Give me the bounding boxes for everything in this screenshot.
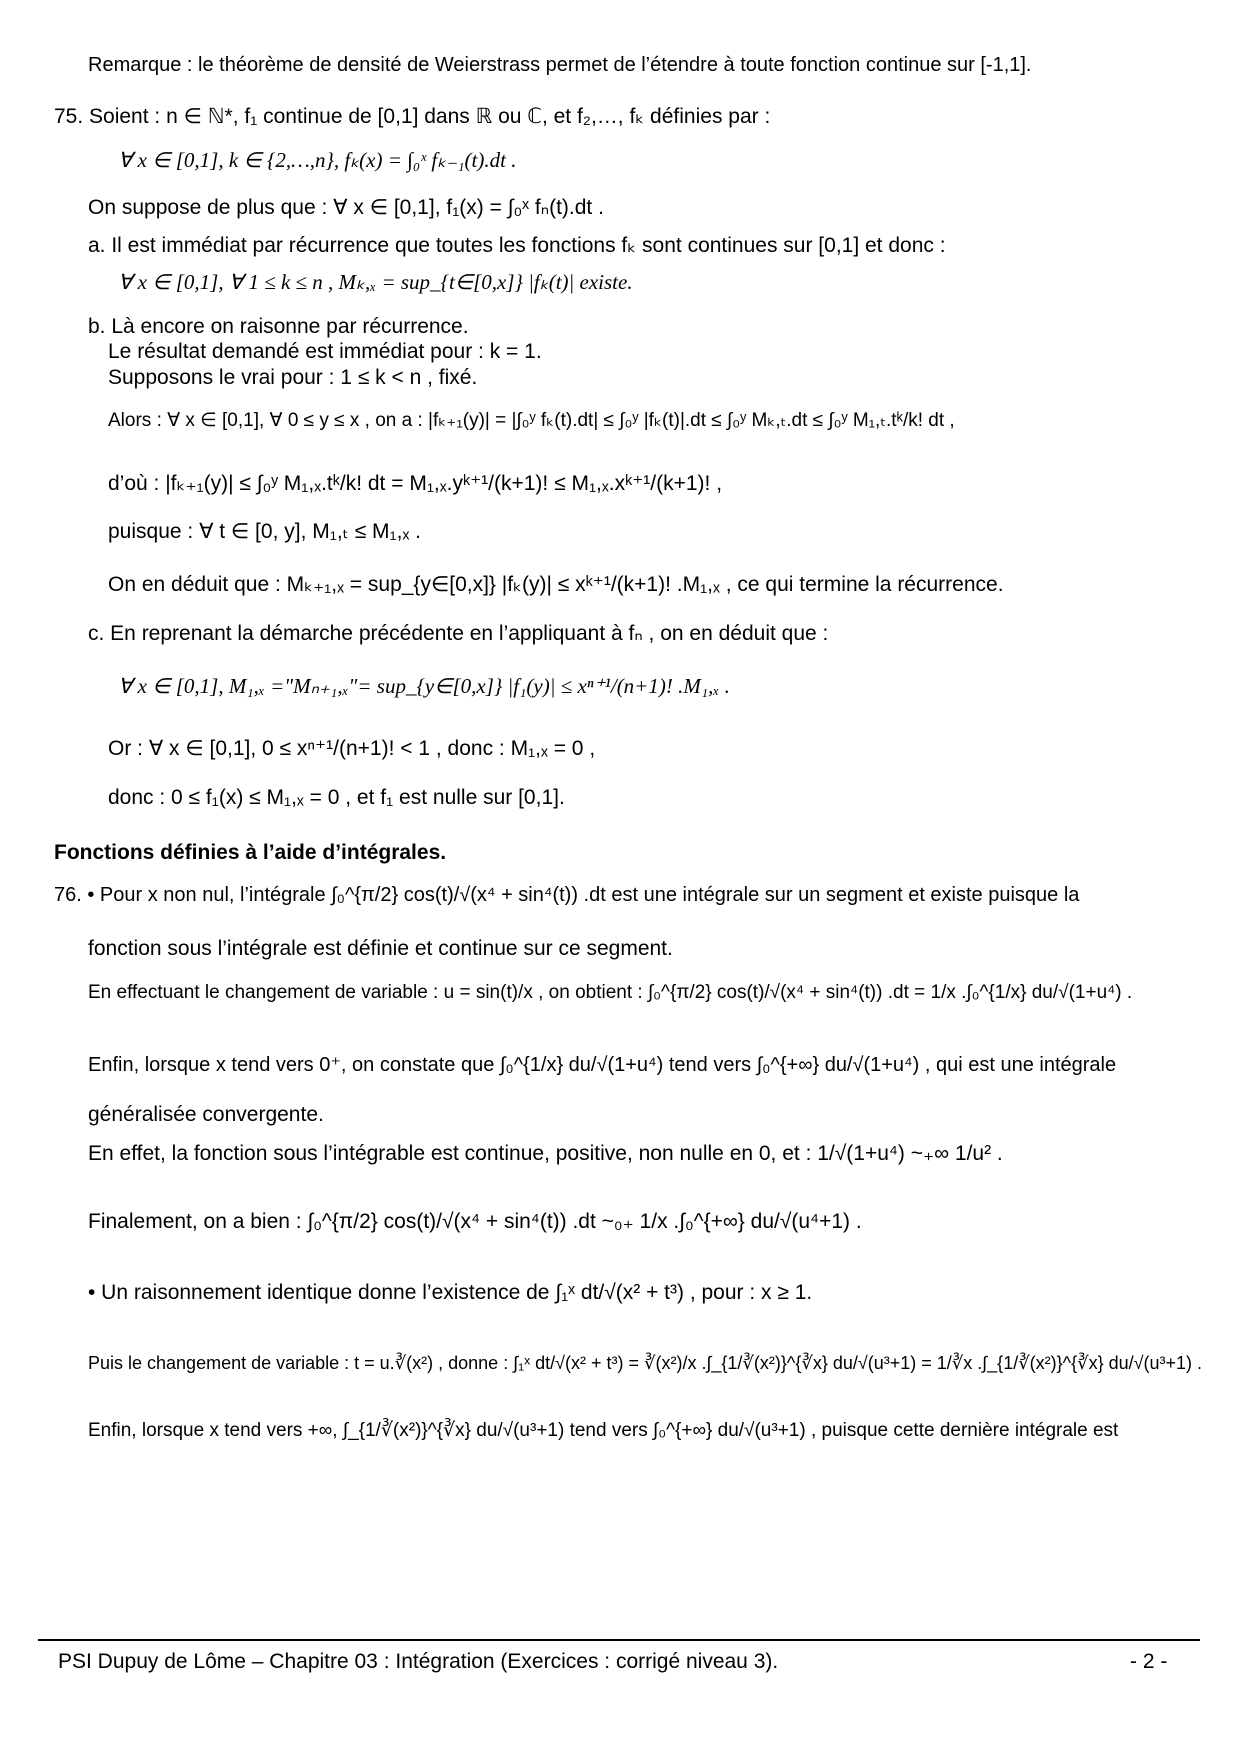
part-a-text: a. Il est immédiat par récurrence que toutes les fonctions fₖ sont continues sur [0,1] et donc :: [88, 234, 946, 257]
equivalence-line: En effet, la fonction sous l’intégrable est continue, positive, non nulle en 0, et : 1/√(1+u⁴) ~₊∞ 1/u² .: [88, 1142, 1003, 1165]
induction-conclusion-line: On en déduit que : Mₖ₊₁,ₓ = sup_{y∈[0,x]} |fₖ(y)| ≤ xᵏ⁺¹/(k+1)! .M₁,ₓ , ce qui termine la récurrence.: [108, 573, 1004, 596]
consequence-line: d’où : |fₖ₊₁(y)| ≤ ∫₀ʸ M₁,ₓ.tᵏ/k! dt = M₁,ₓ.yᵏ⁺¹/(k+1)! ≤ M₁,ₓ.xᵏ⁺¹/(k+1)! ,: [108, 472, 723, 495]
generalized-integral-line: généralisée convergente.: [88, 1103, 324, 1126]
inequality-chain-line: Alors : ∀ x ∈ [0,1], ∀ 0 ≤ y ≤ x , on a : |fₖ₊₁(y)| = |∫₀ʸ fₖ(t).dt| ≤ ∫₀ʸ |fₖ(t)|.dt ≤ ∫₀ʸ Mₖ,ₜ.dt ≤ ∫₀ʸ M₁,ₜ.tᵏ/k! dt ,: [108, 410, 955, 431]
remark-line: Remarque : le théorème de densité de Weierstrass permet de l’étendre à toute fonction continue sur [-1,1].: [88, 54, 1032, 76]
limit-at-zero-line: Enfin, lorsque x tend vers 0⁺, on constate que ∫₀^{1/x} du/√(1+u⁴) tend vers ∫₀^{+∞} du/√(1+u⁴) , qui est une intégrale: [88, 1054, 1117, 1076]
continuity-line: fonction sous l’intégrale est définie et continue sur ce segment.: [88, 937, 673, 960]
formula-sup-definition: ∀ x ∈ [0,1], ∀ 1 ≤ k ≤ n , Mₖ,ₓ = sup_{t∈[0,x]} |fₖ(t)| existe.: [118, 270, 633, 294]
page-number: - 2 -: [1130, 1650, 1168, 1673]
change-of-variable-line: En effectuant le changement de variable : u = sin(t)/x , on obtient : ∫₀^{π/2} cos(t)/√(x⁴ + sin⁴(t)) .dt = 1/x .∫₀^{1/x} du/√(1+u⁴) .: [88, 982, 1133, 1003]
second-integral-line: • Un raisonnement identique donne l’existence de ∫₁ˣ dt/√(x² + t³) , pour : x ≥ 1.: [88, 1281, 813, 1304]
conclusion-f1-null: donc : 0 ≤ f₁(x) ≤ M₁,ₓ = 0 , et f₁ est nulle sur [0,1].: [108, 786, 565, 809]
part-c-text: c. En reprenant la démarche précédente en l’appliquant à fₙ , on en déduit que :: [88, 622, 829, 645]
final-equivalent-line: Finalement, on a bien : ∫₀^{π/2} cos(t)/√(x⁴ + sin⁴(t)) .dt ~₀₊ 1/x .∫₀^{+∞} du/√(u⁴+1) .: [88, 1210, 862, 1233]
footer-title: PSI Dupuy de Lôme – Chapitre 03 : Intégration (Exercices : corrigé niveau 3).: [58, 1650, 779, 1673]
second-change-variable-line: Puis le changement de variable : t = u.∛(x²) , donne : ∫₁ˣ dt/√(x² + t³) = ∛(x²)/x .∫_{1/∛(x²)}^{∛x} du/√(u³+1) = 1/∛x .∫_{1/∛(x²)}^{∛x} du/√(u³+1) .: [88, 1353, 1203, 1373]
limit-at-infinity-line: Enfin, lorsque x tend vers +∞, ∫_{1/∛(x²)}^{∛x} du/√(u³+1) tend vers ∫₀^{+∞} du/√(u³+1) , puisque cette dernière intégrale est: [88, 1420, 1119, 1441]
part-b-text: b. Là encore on raisonne par récurrence.: [88, 315, 469, 338]
induction-hypothesis-line: Supposons le vrai pour : 1 ≤ k < n , fixé.: [108, 366, 478, 389]
formula-sup-f1: ∀ x ∈ [0,1], M₁,ₓ ="Mₙ₊₁,ₓ"= sup_{y∈[0,x]} |f₁(y)| ≤ xⁿ⁺¹/(n+1)! .M₁,ₓ .: [118, 674, 730, 698]
exercise-76-statement: 76. • Pour x non nul, l’intégrale ∫₀^{π/2} cos(t)/√(x⁴ + sin⁴(t)) .dt est une intégrale sur un segment et existe puisque la: [54, 884, 1080, 906]
base-case-line: Le résultat demandé est immédiat pour : k = 1.: [108, 340, 542, 363]
hypothesis-line: On suppose de plus que : ∀ x ∈ [0,1], f₁(x) = ∫₀ˣ fₙ(t).dt .: [88, 196, 604, 219]
exercise-75-statement: 75. Soient : n ∈ ℕ*, f₁ continue de [0,1] dans ℝ ou ℂ, et f₂,…, fₖ définies par :: [54, 105, 771, 128]
section-heading: Fonctions définies à l’aide d’intégrales.: [54, 841, 447, 864]
since-line: puisque : ∀ t ∈ [0, y], M₁,ₜ ≤ M₁,ₓ .: [108, 520, 422, 543]
limit-line: Or : ∀ x ∈ [0,1], 0 ≤ xⁿ⁺¹/(n+1)! < 1 , donc : M₁,ₓ = 0 ,: [108, 737, 596, 760]
footer-rule: [38, 1639, 1200, 1641]
formula-fk-definition: ∀ x ∈ [0,1], k ∈ {2,…,n}, fₖ(x) = ∫₀ˣ fₖ₋₁(t).dt .: [118, 148, 517, 172]
